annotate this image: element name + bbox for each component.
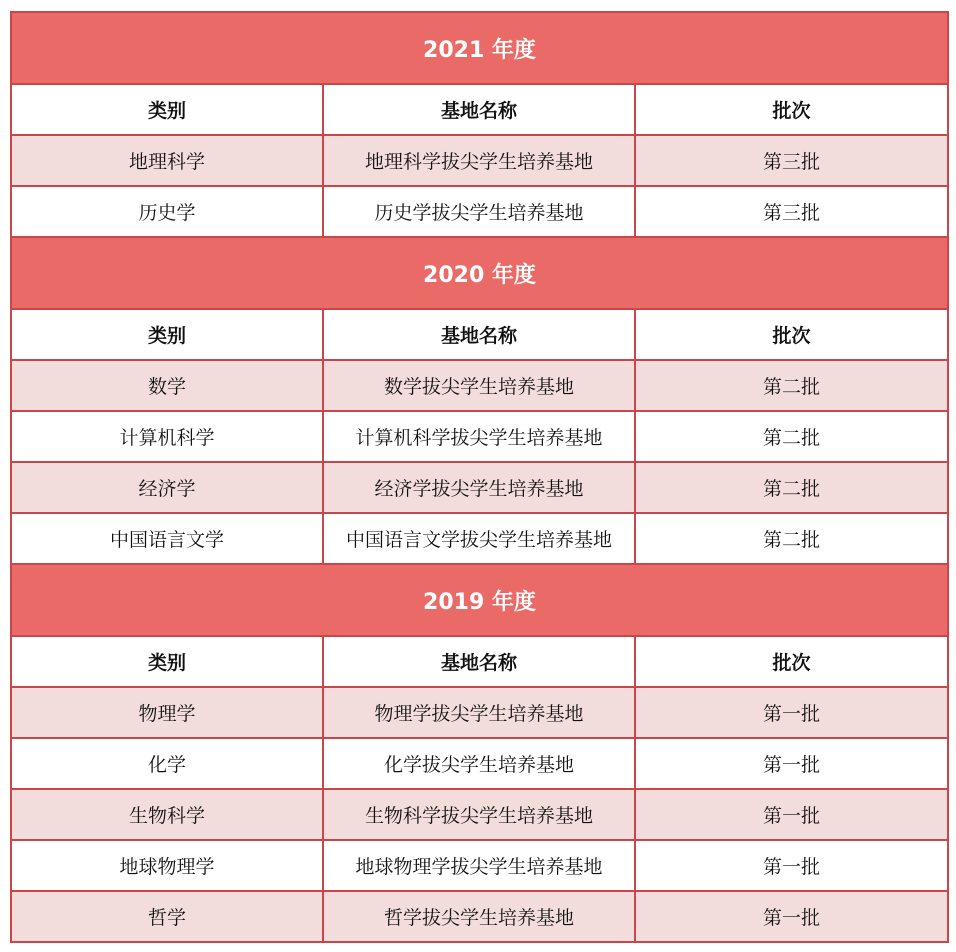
table-row xyxy=(11,360,948,411)
column-header-category: 类别 xyxy=(11,636,323,687)
category-cell: 地理科学 xyxy=(11,135,323,186)
header-row xyxy=(11,636,948,687)
base-name-cell: 计算机科学拔尖学生培养基地 xyxy=(323,411,635,462)
table-row xyxy=(11,411,948,462)
table-row xyxy=(11,738,948,789)
year-row-2020 xyxy=(11,237,948,309)
category-cell: 物理学 xyxy=(11,687,323,738)
category-cell: 生物科学 xyxy=(11,789,323,840)
base-name-cell: 历史学拔尖学生培养基地 xyxy=(323,186,635,237)
batch-cell: 第二批 xyxy=(635,360,948,411)
table-row xyxy=(11,186,948,237)
column-header-category: 类别 xyxy=(11,84,323,135)
base-table xyxy=(10,11,949,943)
header-row xyxy=(11,309,948,360)
category-cell: 中国语言文学 xyxy=(11,513,323,564)
base-table-container xyxy=(10,11,947,943)
category-cell: 哲学 xyxy=(11,891,323,942)
batch-cell: 第二批 xyxy=(635,462,948,513)
base-name-cell: 中国语言文学拔尖学生培养基地 xyxy=(323,513,635,564)
category-cell: 经济学 xyxy=(11,462,323,513)
column-header-batch: 批次 xyxy=(635,636,948,687)
base-name-cell: 哲学拔尖学生培养基地 xyxy=(323,891,635,942)
category-cell: 数学 xyxy=(11,360,323,411)
column-header-base-name: 基地名称 xyxy=(323,309,635,360)
base-name-cell: 地球物理学拔尖学生培养基地 xyxy=(323,840,635,891)
base-name-cell: 化学拔尖学生培养基地 xyxy=(323,738,635,789)
year-row-2019 xyxy=(11,564,948,636)
batch-cell: 第一批 xyxy=(635,891,948,942)
year-row-2021 xyxy=(11,12,948,84)
category-cell: 化学 xyxy=(11,738,323,789)
base-name-cell: 生物科学拔尖学生培养基地 xyxy=(323,789,635,840)
header-row xyxy=(11,84,948,135)
batch-cell: 第二批 xyxy=(635,411,948,462)
batch-cell: 第三批 xyxy=(635,186,948,237)
table-row xyxy=(11,840,948,891)
batch-cell: 第一批 xyxy=(635,840,948,891)
table-row xyxy=(11,513,948,564)
category-cell: 历史学 xyxy=(11,186,323,237)
batch-cell: 第一批 xyxy=(635,789,948,840)
table-row xyxy=(11,687,948,738)
column-header-category: 类别 xyxy=(11,309,323,360)
base-name-cell: 地理科学拔尖学生培养基地 xyxy=(323,135,635,186)
column-header-base-name: 基地名称 xyxy=(323,636,635,687)
base-name-cell: 物理学拔尖学生培养基地 xyxy=(323,687,635,738)
batch-cell: 第二批 xyxy=(635,513,948,564)
table-row xyxy=(11,462,948,513)
table-row xyxy=(11,891,948,942)
base-name-cell: 数学拔尖学生培养基地 xyxy=(323,360,635,411)
category-cell: 地球物理学 xyxy=(11,840,323,891)
year-title: 2020 年度 xyxy=(11,237,948,309)
column-header-base-name: 基地名称 xyxy=(323,84,635,135)
batch-cell: 第一批 xyxy=(635,687,948,738)
year-title: 2019 年度 xyxy=(11,564,948,636)
column-header-batch: 批次 xyxy=(635,84,948,135)
category-cell: 计算机科学 xyxy=(11,411,323,462)
column-header-batch: 批次 xyxy=(635,309,948,360)
batch-cell: 第一批 xyxy=(635,738,948,789)
base-name-cell: 经济学拔尖学生培养基地 xyxy=(323,462,635,513)
batch-cell: 第三批 xyxy=(635,135,948,186)
table-row xyxy=(11,135,948,186)
table-row xyxy=(11,789,948,840)
year-title: 2021 年度 xyxy=(11,12,948,84)
